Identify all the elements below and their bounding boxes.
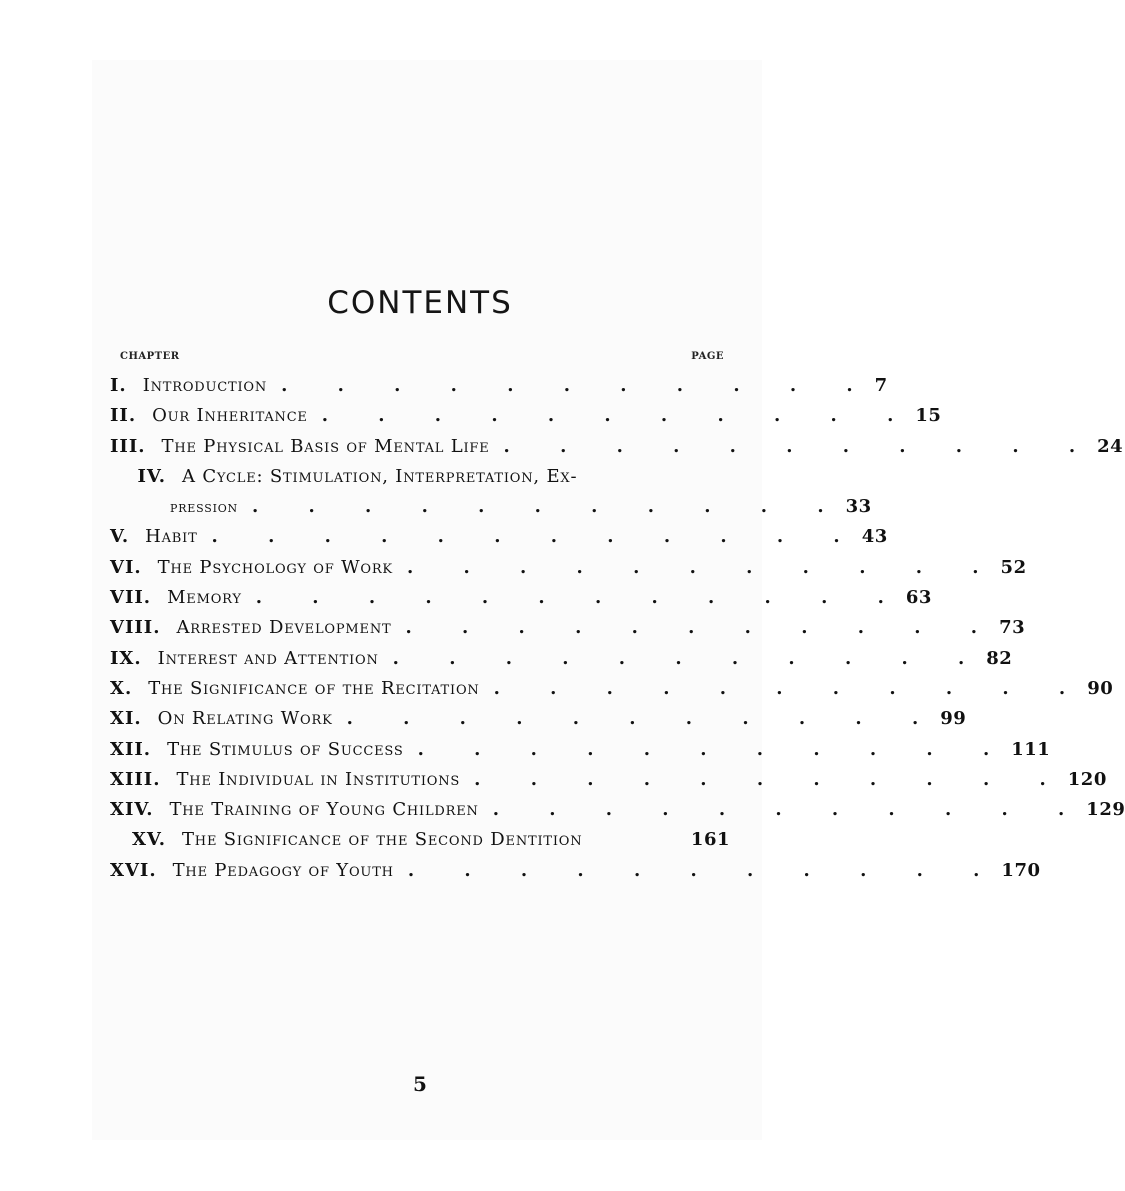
chapter-number: VIII. [110, 617, 161, 639]
chapter-title: Our Inheritance [152, 405, 308, 427]
toc-entry-12 [110, 738, 1051, 769]
chapter-number: X. [110, 677, 133, 699]
chapter-number: IX. [110, 647, 142, 669]
toc-entry-15 [110, 829, 730, 859]
page-number: 111 [1011, 738, 1051, 760]
chapter-number: I. [110, 375, 127, 396]
toc-entry-5 [110, 526, 888, 556]
chapter-number: IV. [137, 465, 166, 487]
table-of-contents [110, 375, 1125, 890]
chapter-title: The Significance of the Recitation [148, 677, 480, 699]
dot-leader: . . . . . . . . . . . [407, 859, 1002, 881]
toc-entry-6 [110, 556, 1027, 587]
chapter-column-label: CHAPTER [120, 351, 180, 362]
toc-entry-11 [110, 708, 967, 738]
chapter-number: II. [110, 405, 137, 427]
chapter-title: The Significance of the Second Dentition [182, 829, 583, 851]
chapter-number: V. [110, 526, 130, 548]
page-number: 7 [874, 375, 888, 396]
page-number: 15 [915, 405, 942, 427]
chapter-title: A Cycle: Stimulation, Interpretation, Ex- [182, 465, 578, 487]
dot-leader: . . . . . . . . . . . [346, 708, 941, 730]
page-number: 73 [999, 617, 1026, 639]
chapter-title: The Training of Young Children [169, 799, 479, 821]
toc-entry-1 [110, 375, 888, 405]
dot-leader: . . . . . . . . . . . [406, 556, 1001, 578]
dot-leader: . . . . . . . . . . . [503, 435, 1098, 457]
page-number: 161 [690, 829, 730, 851]
page-folio: 5 [413, 1072, 427, 1096]
chapter-title: The Pedagogy of Youth [172, 859, 394, 881]
toc-entry-3 [110, 435, 1124, 466]
dot-leader: . . . . . . . . . . . . [255, 587, 906, 609]
dot-leader: . . . . . . . . . . . [474, 768, 1068, 790]
dot-leader: . . . . . . . . . . . [417, 738, 1012, 760]
chapter-number: XV. [131, 829, 166, 851]
page-title: CONTENTS [327, 285, 513, 321]
toc-entry-4-continued [110, 496, 872, 526]
toc-entry-9 [110, 647, 1013, 678]
chapter-title: pression [170, 498, 238, 517]
chapter-number: III. [110, 435, 146, 457]
chapter-title: Interest and Attention [157, 647, 379, 669]
page-number: 129 [1086, 799, 1125, 821]
dot-leader: . . . . . . . . . . . [251, 496, 846, 518]
dot-leader: . . . . . . . . . . . [492, 799, 1087, 821]
chapter-number: XI. [110, 708, 142, 730]
chapter-title: Memory [167, 587, 242, 609]
dot-leader: . . . . . . . . . . . [281, 375, 875, 396]
page-number: 33 [845, 496, 872, 518]
toc-entry-4 [110, 466, 730, 496]
chapter-number: XIV. [110, 799, 154, 821]
page-number: 52 [1000, 556, 1027, 578]
dot-leader: . . . . . . . . . . . . [211, 526, 862, 548]
toc-entry-2 [110, 405, 942, 435]
chapter-number: XIII. [110, 768, 161, 790]
chapter-title: Habit [145, 526, 198, 548]
toc-entry-10 [110, 677, 1114, 708]
toc-entry-16 [110, 859, 1041, 890]
page-number: 82 [986, 647, 1013, 669]
page-column-label: PAGE [691, 351, 724, 362]
chapter-number: XII. [110, 738, 152, 760]
dot-leader: . . . . . . . . . . . [405, 617, 1000, 639]
chapter-number: VII. [110, 587, 152, 609]
page-number: 24 [1097, 435, 1124, 457]
page-number: 170 [1001, 859, 1041, 881]
toc-entry-14 [110, 799, 1125, 829]
chapter-title: Introduction [142, 375, 268, 396]
chapter-number: VI. [110, 556, 142, 578]
page-number: 43 [861, 526, 888, 548]
toc-entry-7 [110, 587, 932, 617]
dot-leader: . . . . . . . . . . . [392, 647, 987, 669]
page-number: 120 [1067, 768, 1107, 790]
chapter-title: The Physical Basis of Mental Life [161, 435, 490, 457]
chapter-title: The Psychology of Work [157, 556, 393, 578]
page-number: 90 [1087, 677, 1114, 699]
page-number: 63 [905, 587, 932, 609]
dot-leader: . . . . . . . . . . . [321, 405, 916, 427]
chapter-title: Arrested Development [176, 617, 392, 639]
chapter-title: The Individual in Institutions [176, 768, 461, 790]
chapter-title: The Stimulus of Success [167, 738, 404, 760]
toc-entry-8 [110, 617, 1026, 647]
dot-leader: . . . . . . . . . . . [493, 677, 1088, 699]
chapter-title: On Relating Work [157, 708, 333, 730]
page-number: 99 [940, 708, 967, 730]
chapter-number: XVI. [110, 859, 157, 881]
toc-entry-13 [110, 768, 1107, 799]
